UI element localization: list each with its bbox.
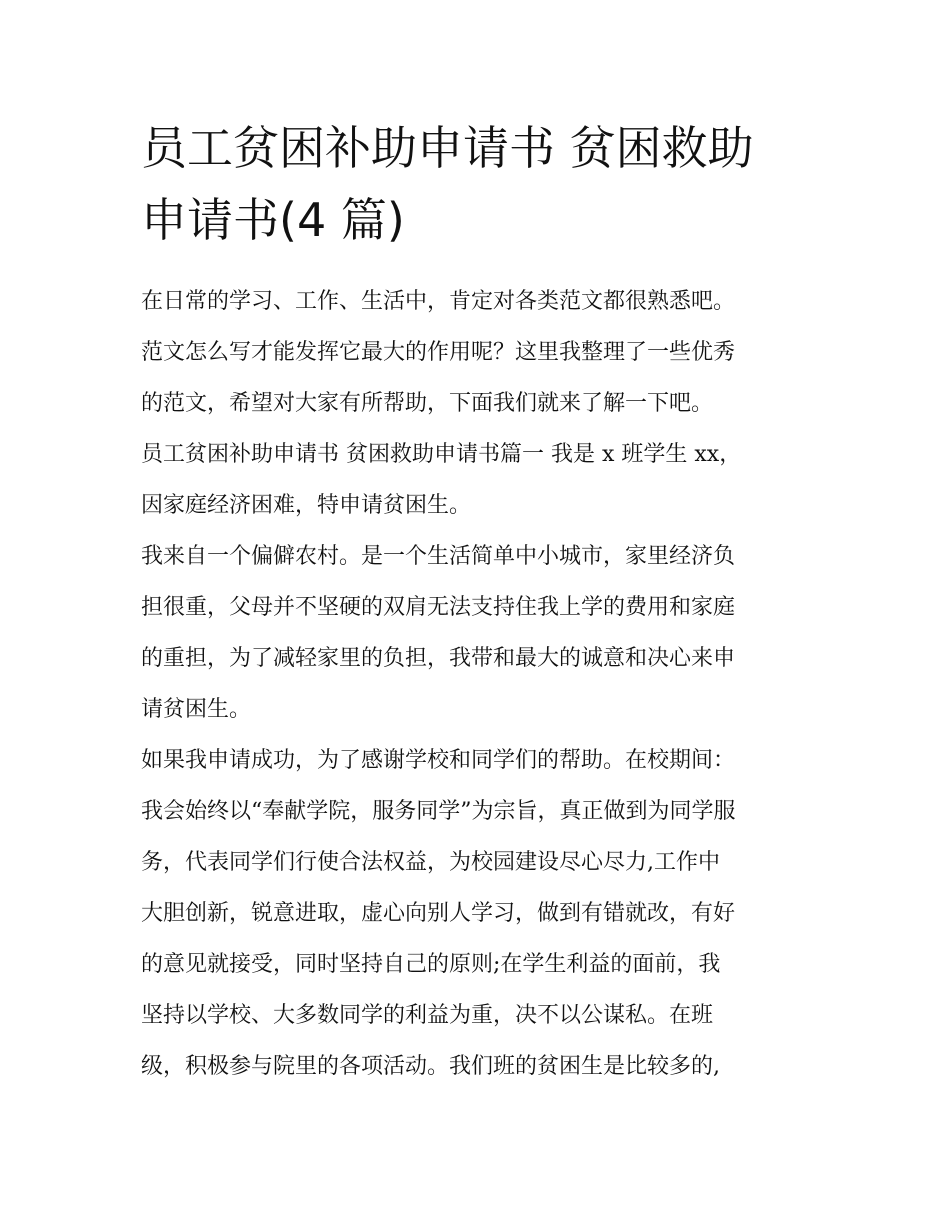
text-line: 级，积极参与院里的各项活动。我们班的贫困生是比较多的, <box>141 1054 720 1079</box>
title-line: 申请书(4 篇) <box>141 193 405 247</box>
document-body <box>141 276 813 1092</box>
background-paragraph <box>141 531 813 735</box>
text-line: 我会始终以“奉献学院，服务同学”为宗旨，真正做到为同学服 <box>141 799 736 824</box>
text-line: 务，代表同学们行使合法权益，为校园建设尽心尽力,工作中 <box>141 850 720 875</box>
text-line: 请贫困生。 <box>141 697 252 722</box>
text-line: 的重担，为了减轻家里的负担，我带和最大的诚意和决心来申 <box>141 646 736 671</box>
text-line: 范文怎么写才能发挥它最大的作用呢？这里我整理了一些优秀 <box>141 340 736 365</box>
text-line: 如果我申请成功，为了感谢学校和同学们的帮助。在校期间： <box>141 748 736 773</box>
document-title <box>141 112 821 256</box>
text-line: 在日常的学习、工作、生活中，肯定对各类范文都很熟悉吧。 <box>141 289 736 314</box>
commitment-paragraph <box>141 735 813 1092</box>
text-line: 坚持以学校、大多数同学的利益为重，决不以公谋私。在班 <box>141 1003 714 1028</box>
text-line: 的范文，希望对大家有所帮助，下面我们就来了解一下吧。 <box>141 391 714 416</box>
title-line: 员工贫困补助申请书 贫困救助 <box>141 121 754 175</box>
text-line: 的意见就接受，同时坚持自己的原则;在学生利益的面前，我 <box>141 952 721 977</box>
applicant-intro-paragraph <box>141 429 813 531</box>
text-line: 员工贫困补助申请书 贫困救助申请书篇一 我是 x 班学生 xx， <box>141 442 742 467</box>
text-line: 担很重，父母并不坚硬的双肩无法支持住我上学的费用和家庭 <box>141 595 736 620</box>
text-line: 大胆创新，锐意进取，虚心向别人学习，做到有错就改，有好 <box>141 901 736 926</box>
text-line: 因家庭经济困难，特申请贫困生。 <box>141 493 472 518</box>
intro-paragraph <box>141 276 813 429</box>
text-line: 我来自一个偏僻农村。是一个生活简单中小城市，家里经济负 <box>141 544 736 569</box>
